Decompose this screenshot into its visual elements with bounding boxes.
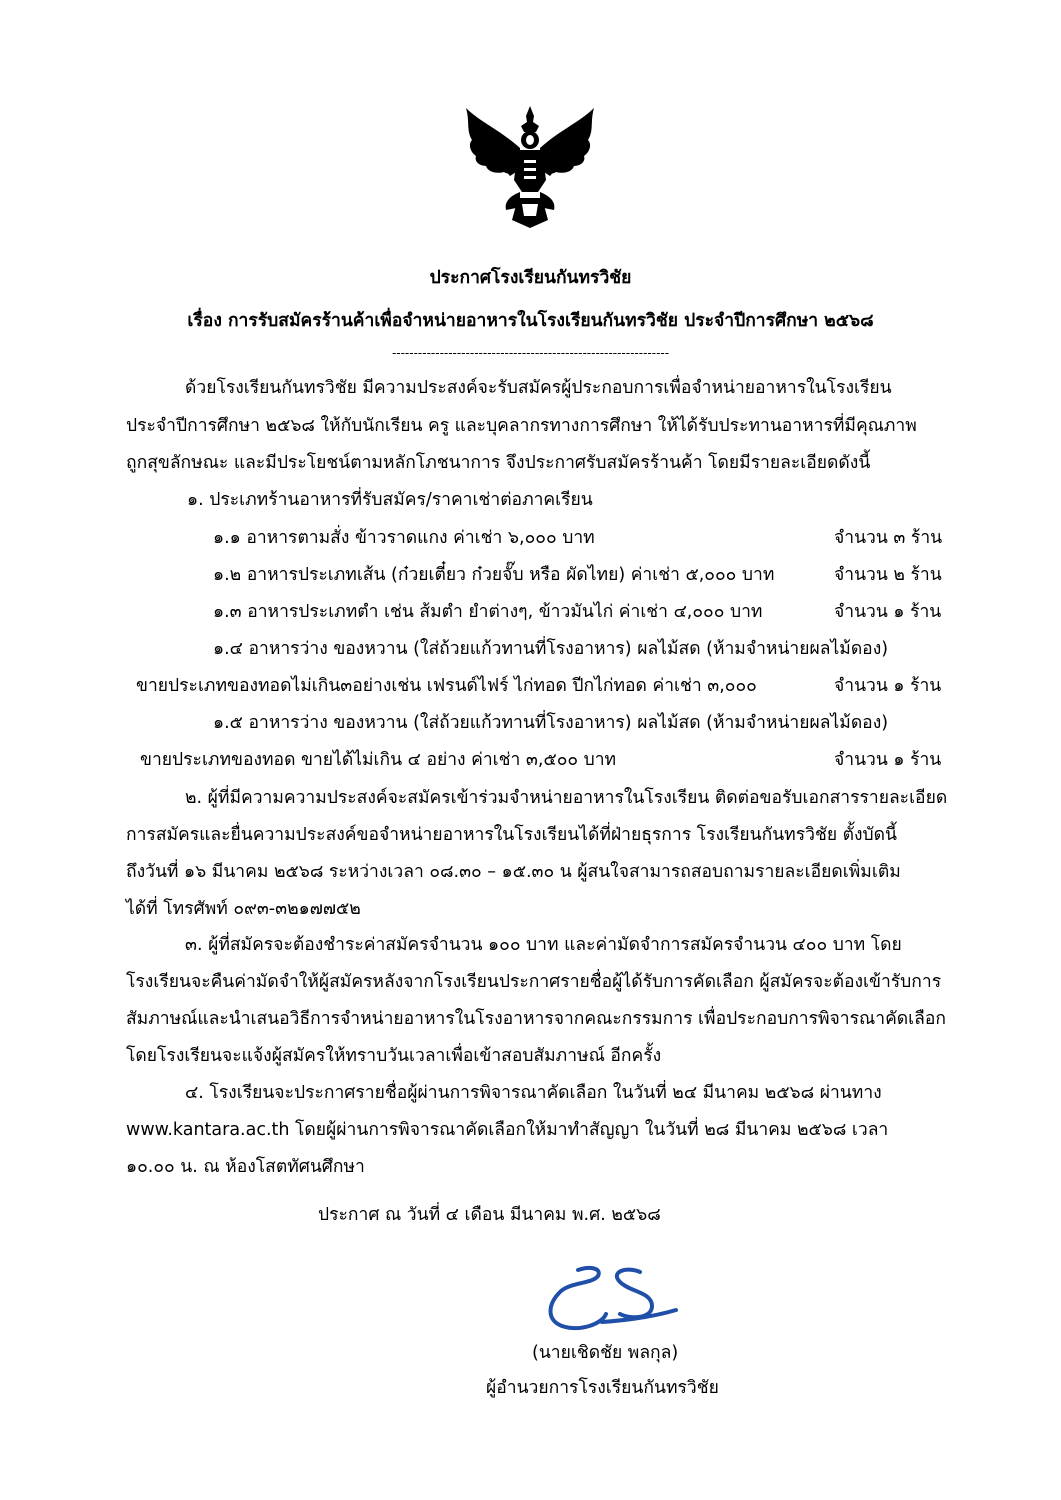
section1-heading: ๑. ประเภทร้านอาหารที่รับสมัคร/ราคาเช่าต่อภาคเรียน — [187, 490, 593, 510]
section4-line-2: www.kantara.ac.th โดยผู้ผ่านการพิจารณาคัดเลือกให้มาทำสัญญา ในวันที่ ๒๘ มีนาคม ๒๕๖๘ เวลา — [126, 1120, 889, 1140]
item-1-5-text: ๑.๕ อาหารว่าง ของหวาน (ใส่ถ้วยแก้วทานที่โรงอาหาร) ผลไม้สด (ห้ามจำหน่ายผลไม้ดอง) — [213, 713, 889, 733]
item-1-2-text: ๑.๒ อาหารประเภทเส้น (ก๋วยเตี๋ยว ก๋วยจั๊บ หรือ ผัดไทย) ค่าเช่า ๕,๐๐๐ บาท — [213, 565, 775, 585]
section2-line-1: ๒. ผู้ที่มีความความประสงค์จะสมัครเข้าร่วมจำหน่ายอาหารในโรงเรียน ติดต่อขอรับเอกสารรายละเอียด — [185, 788, 948, 808]
item-1-1-count: จำนวน ๓ ร้าน — [834, 528, 943, 548]
item-1-5-count: จำนวน ๑ ร้าน — [834, 750, 942, 770]
intro-line-2: ประจำปีการศึกษา ๒๕๖๘ ให้กับนักเรียน ครู และบุคลากรทางการศึกษา ให้ได้รับประทานอาหารที่มีคุณภาพ — [126, 416, 917, 436]
signer-position: ผู้อำนวยการโรงเรียนกันทรวิชัย — [486, 1378, 719, 1398]
title-separator: ---------------------------------------------------------------- — [391, 346, 670, 360]
section2-line-2: การสมัครและยื่นความประสงค์ขอจำหน่ายอาหารในโรงเรียนได้ที่ฝ่ายธุรการ โรงเรียนกันทรวิชัย ตั้งบัดนี้ — [126, 825, 897, 845]
signature-image — [540, 1262, 680, 1336]
document-subject: เรื่อง การรับสมัครร้านค้าเพื่อจำหน่ายอาหารในโรงเรียนกันทรวิชัย ประจำปีการศึกษา ๒๕๖๘ — [187, 311, 874, 331]
section2-line-3: ถึงวันที่ ๑๖ มีนาคม ๒๕๖๘ ระหว่างเวลา ๐๘.๓๐ – ๑๕.๓๐ น ผู้สนใจสามารถสอบถามรายละเอียดเพิ่มเติม — [126, 862, 901, 882]
announcement-date: ประกาศ ณ วันที่ ๔ เดือน มีนาคม พ.ศ. ๒๕๖๘ — [318, 1205, 661, 1225]
item-1-2-count: จำนวน ๒ ร้าน — [834, 565, 942, 585]
section4-line-1: ๔. โรงเรียนจะประกาศรายชื่อผู้ผ่านการพิจารณาคัดเลือก ในวันที่ ๒๔ มีนาคม ๒๕๖๘ ผ่านทาง — [185, 1083, 882, 1103]
item-1-3-text: ๑.๓ อาหารประเภทตำ เช่น ส้มตำ ยำต่างๆ, ข้าวมันไก่ ค่าเช่า ๔,๐๐๐ บาท — [213, 602, 763, 622]
section4-line-3: ๑๐.๐๐ น. ณ ห้องโสตทัศนศึกษา — [126, 1157, 365, 1177]
intro-line-1: ด้วยโรงเรียนกันทรวิชัย มีความประสงค์จะรับสมัครผู้ประกอบการเพื่อจำหน่ายอาหารในโรงเรียน — [185, 378, 892, 398]
item-1-4-text: ๑.๔ อาหารว่าง ของหวาน (ใส่ถ้วยแก้วทานที่โรงอาหาร) ผลไม้สด (ห้ามจำหน่ายผลไม้ดอง) — [213, 639, 889, 659]
section2-line-4: ได้ที่ โทรศัพท์ ๐๙๓-๓๒๑๗๗๕๒ — [126, 899, 361, 919]
section3-line-3: สัมภาษณ์และนำเสนอวิธีการจำหน่ายอาหารในโรงอาหารจากคณะกรรมการ เพื่อประกอบการพิจารณาคัดเลือก — [126, 1009, 946, 1029]
item-1-3-count: จำนวน ๑ ร้าน — [834, 602, 942, 622]
garuda-emblem — [460, 100, 600, 230]
section3-line-1: ๓. ผู้ที่สมัครจะต้องชำระค่าสมัครจำนวน ๑๐๐ บาท และค่ามัดจำการสมัครจำนวน ๔๐๐ บาท โดย — [185, 935, 902, 955]
item-1-4-count: จำนวน ๑ ร้าน — [834, 676, 942, 696]
section3-line-2: โรงเรียนจะคืนค่ามัดจำให้ผู้สมัครหลังจากโรงเรียนประกาศรายชื่อผู้ได้รับการคัดเลือก ผู้สมัครจะต้องเข้ารับการ — [126, 972, 942, 992]
item-1-1-text: ๑.๑ อาหารตามสั่ง ข้าวราดแกง ค่าเช่า ๖,๐๐๐ บาท — [213, 528, 595, 548]
item-1-5-cont: ขายประเภทของทอด ขายได้ไม่เกิน ๔ อย่าง ค่าเช่า ๓,๕๐๐ บาท — [140, 750, 617, 770]
item-1-4-cont: ขายประเภทของทอดไม่เกิน๓อย่างเช่น เฟรนด์ไฟร์ ไก่ทอด ปีกไก่ทอด ค่าเช่า ๓,๐๐๐ — [136, 676, 757, 696]
document-title: ประกาศโรงเรียนกันทรวิชัย — [429, 268, 632, 288]
section3-line-4: โดยโรงเรียนจะแจ้งผู้สมัครให้ทราบวันเวลาเพื่อเข้าสอบสัมภาษณ์ อีกครั้ง — [126, 1046, 662, 1066]
intro-line-3: ถูกสุขลักษณะ และมีประโยชน์ตามหลักโภชนาการ จึงประกาศรับสมัครร้านค้า โดยมีรายละเอียดดังนี้ — [126, 453, 871, 473]
signer-name: (นายเชิดชัย พลกุล) — [532, 1343, 679, 1363]
